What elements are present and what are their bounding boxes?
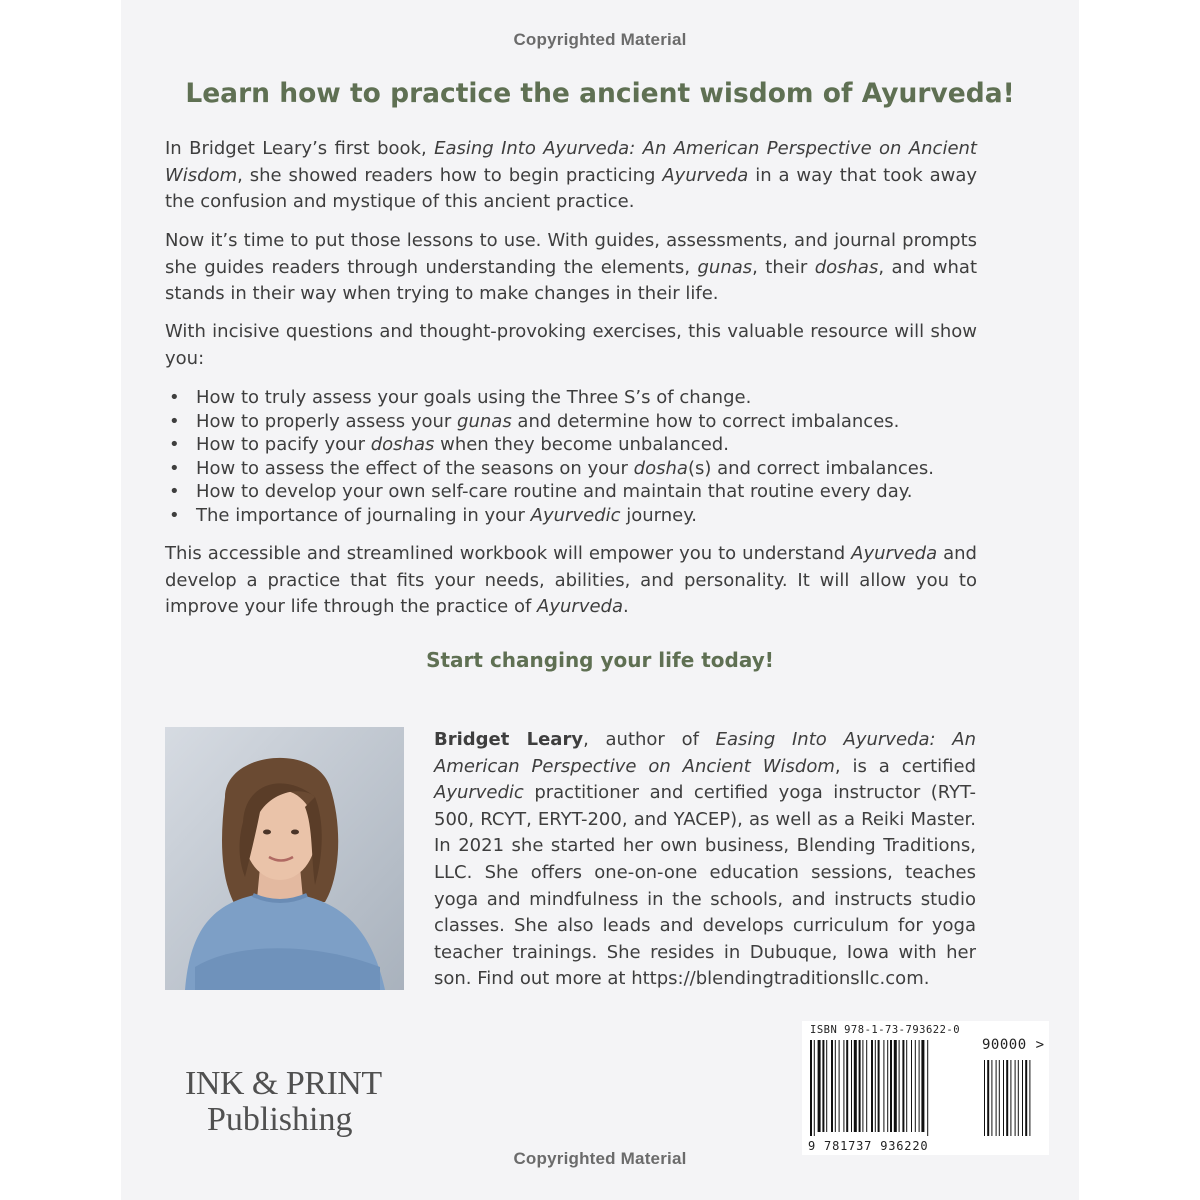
author-photo [165, 727, 404, 990]
watermark-bottom: Copyrighted Material [513, 1149, 687, 1168]
publisher-name-line2: Publishing [207, 1101, 353, 1138]
benefit-list [165, 386, 977, 527]
back-cover [121, 0, 1079, 1200]
author-portrait-image [165, 727, 404, 990]
isbn-barcode [802, 1021, 1049, 1155]
list-item: • How to pacify your doshas when they become unbalanced. [169, 434, 729, 455]
list-item: • How to truly assess your goals using the Three S’s of change. [169, 387, 752, 408]
author-bio: Bridget Leary, author of Easing Into Ayurveda: An American Perspective on Ancient Wisdom, is a certified Ayurvedic practitioner and certified yoga instructor (RYT-500, RCYT, ERYT-200, and YACEP), as well as a Reiki Master. In 2021 she started her own business, Blending Traditions, LLC. She offers one-on-one education sessions, teaches yoga and mindfulness in the schools, and instructs studio classes. She also leads and develops curriculum for yoga teacher trainings. She resides in Dubuque, Iowa with her son. Find out more at https://blendingtraditionsllc.com. [434, 729, 976, 990]
headline: Learn how to practice the ancient wisdom of Ayurveda! [185, 78, 1015, 109]
publisher-name-line1: INK & PRINT [185, 1065, 382, 1102]
publisher-logo [185, 1066, 405, 1138]
paragraph-resource: With incisive questions and thought-provoking exercises, this valuable resource will show you: [165, 321, 977, 369]
list-item: • The importance of journaling in your Ayurvedic journey. [169, 504, 698, 526]
price-addon: 90000 > [982, 1037, 1045, 1053]
list-item: • How to develop your own self-care routine and maintain that routine every day. [169, 481, 913, 502]
paragraph-lessons: Now it’s time to put those lessons to use. With guides, assessments, and journal prompts she guides readers through understanding the elements, gunas, their doshas, and what stands in their way when trying to make changes in their life. [165, 230, 978, 304]
list-item: • How to assess the effect of the seasons on your dosha(s) and correct imbalances. [169, 457, 934, 479]
paragraph-intro: In Bridget Leary’s first book, Easing Into Ayurveda: An American Perspective on Ancient Wisdom, she showed readers how to begin practicing Ayurveda in a way that took away the confusion and mystique of this ancient practice. [165, 138, 978, 212]
isbn-label: ISBN 978-1-73-793622-0 [810, 1024, 961, 1036]
subheadline: Start changing your life today! [426, 648, 774, 672]
watermark-top: Copyrighted Material [513, 30, 687, 49]
list-item: • How to properly assess your gunas and determine how to correct imbalances. [169, 410, 900, 432]
paragraph-workbook: This accessible and streamlined workbook will empower you to understand Ayurveda and develop a practice that fits your needs, abilities, and personality. It will allow you to improve your life through the practice of Ayurveda. [165, 543, 977, 617]
barcode-bars [810, 1040, 1040, 1138]
barcode-number: 9 781737 936220 [808, 1139, 929, 1153]
